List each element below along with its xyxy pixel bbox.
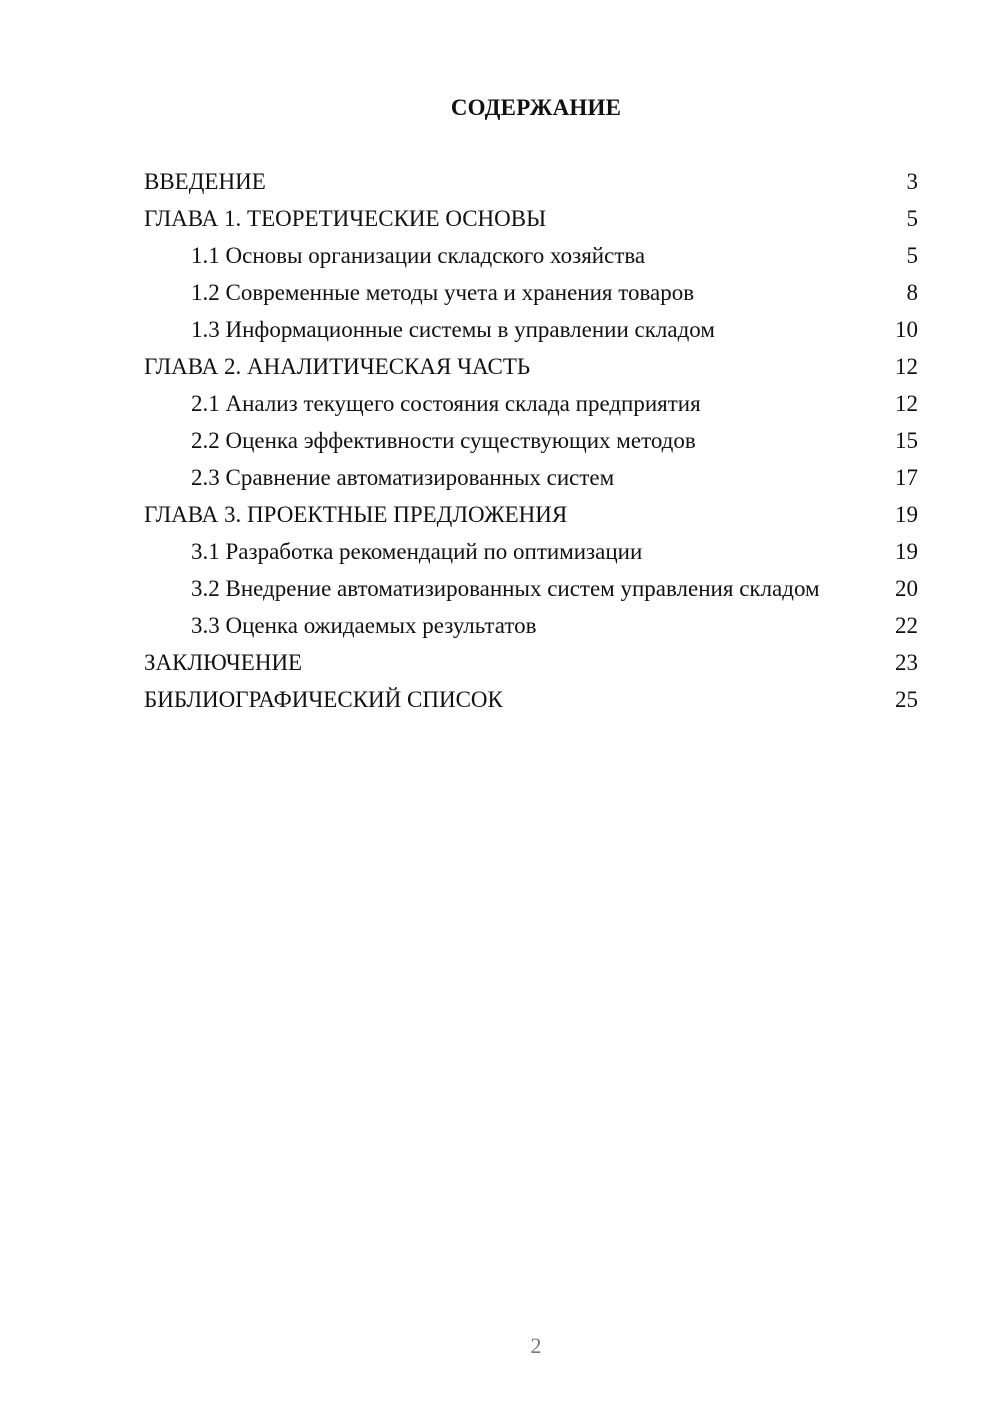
- page-title: СОДЕРЖАНИЕ: [450, 95, 622, 120]
- toc-entry-page: 10: [895, 317, 918, 342]
- toc-entry-text: ГЛАВА 2. АНАЛИТИЧЕСКАЯ ЧАСТЬ: [144, 354, 531, 379]
- toc-entry-page: 17: [895, 465, 918, 490]
- toc-entry-page: 15: [895, 428, 918, 453]
- toc-entry-page: 12: [895, 391, 918, 416]
- toc-entry-text: ЗАКЛЮЧЕНИЕ: [144, 650, 303, 675]
- toc-entry-text: 3.3 Оценка ожидаемых результатов: [191, 613, 537, 638]
- toc-entry-page: 22: [895, 613, 918, 638]
- toc-entry-page: 8: [906, 280, 918, 305]
- toc-entry-introduction: [144, 168, 918, 195]
- toc-entry-page: 19: [895, 539, 918, 564]
- toc-entry-section-1-2: [144, 279, 918, 306]
- toc-entry-text: 2.1 Анализ текущего состояния склада предприятия: [191, 391, 701, 416]
- toc-entry-page: 25: [895, 687, 918, 712]
- toc-entry-page: 12: [895, 354, 918, 379]
- toc-entry-section-2-2: [144, 427, 918, 454]
- toc-entry-text: 3.2 Внедрение автоматизированных систем управления складом: [191, 576, 820, 601]
- toc-entry-page: 19: [895, 502, 918, 527]
- toc-entry-section-3-2: [144, 575, 918, 602]
- page-number: 2: [530, 1333, 542, 1358]
- toc-entry-text: 2.2 Оценка эффективности существующих методов: [191, 428, 696, 453]
- toc-entry-bibliography: [144, 686, 918, 713]
- toc-entry-page: 5: [906, 243, 918, 268]
- toc-entry-text: 3.1 Разработка рекомендаций по оптимизации: [191, 539, 643, 564]
- toc-entry-section-1-3: [144, 316, 918, 343]
- toc-entry-page: 5: [906, 206, 918, 231]
- toc-entry-section-3-3: [144, 612, 918, 639]
- toc-entry-text: БИБЛИОГРАФИЧЕСКИЙ СПИСОК: [144, 687, 503, 712]
- toc-entry-chapter-1: [144, 205, 918, 232]
- toc-entry-text: 2.3 Сравнение автоматизированных систем: [191, 465, 615, 490]
- toc-entry-text: ГЛАВА 1. ТЕОРЕТИЧЕСКИЕ ОСНОВЫ: [144, 206, 547, 231]
- toc-entry-text: ВВЕДЕНИЕ: [144, 169, 266, 194]
- toc-entry-chapter-2: [144, 353, 918, 380]
- table-of-contents: [144, 168, 918, 723]
- toc-entry-text: 1.3 Информационные системы в управлении складом: [191, 317, 715, 342]
- toc-entry-page: 23: [895, 650, 918, 675]
- toc-entry-chapter-3: [144, 501, 918, 528]
- toc-entry-section-2-3: [144, 464, 918, 491]
- toc-entry-page: 20: [895, 576, 918, 601]
- toc-entry-text: 1.2 Современные методы учета и хранения товаров: [191, 280, 695, 305]
- toc-entry-section-3-1: [144, 538, 918, 565]
- toc-entry-section-1-1: [144, 242, 918, 269]
- toc-entry-text: ГЛАВА 3. ПРОЕКТНЫЕ ПРЕДЛОЖЕНИЯ: [144, 502, 568, 527]
- toc-entry-section-2-1: [144, 390, 918, 417]
- toc-entry-page: 3: [906, 169, 918, 194]
- toc-entry-text: 1.1 Основы организации складского хозяйства: [191, 243, 646, 268]
- toc-entry-conclusion: [144, 649, 918, 676]
